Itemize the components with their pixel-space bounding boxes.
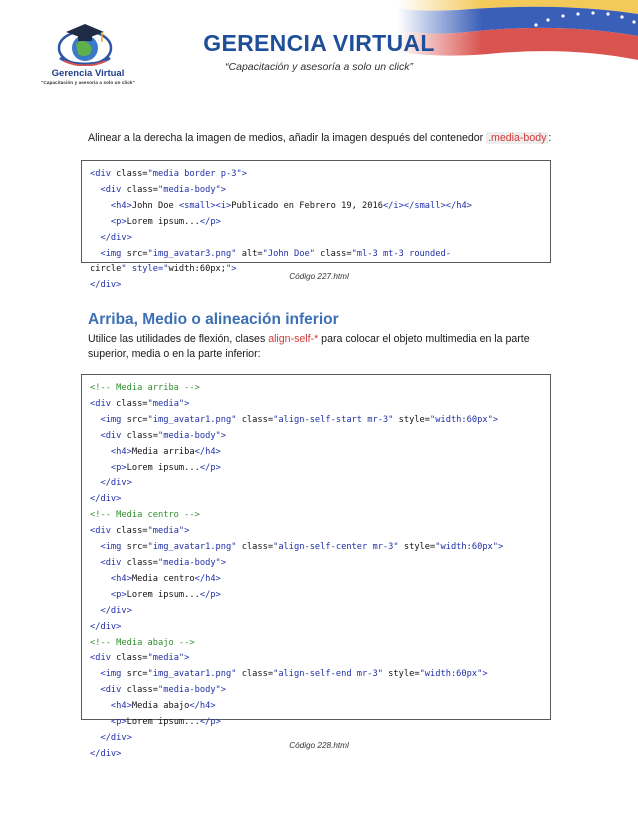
intro-highlight-class: .media-body (488, 132, 547, 144)
code-line: <h4>Media centro</h4> (110, 573, 221, 584)
code-line: <div class="media"> (90, 526, 190, 537)
code-line: <p>Lorem ipsum...</p> (110, 216, 221, 227)
code-line: <div class="media-body"> (100, 557, 227, 568)
section-text-after: para colocar el objeto multimedia en la parte superior, media o en la parte inferior: (88, 333, 530, 360)
code-line: <img src="img_avatar3.png" alt="John Doe" class="ml-3 mt-3 rounded- (100, 248, 451, 259)
code-caption-227: Código 227.html (289, 272, 349, 281)
intro-suffix: : (548, 132, 552, 144)
code-line: </div> (90, 748, 122, 759)
code-line: <div class="media-body"> (100, 184, 227, 195)
code-line: <img src="img_avatar1.png" class="align-self-center mr-3" style="width:60px"> (100, 542, 504, 553)
code-line: <h4>John Doe <small><i>Publicado en Febrero 19, 2016</i></small></h4> (110, 200, 472, 211)
code-line: <!-- Media arriba --> (90, 383, 200, 393)
code-line: <h4>Media abajo</h4> (110, 701, 216, 712)
intro-text: Alinear a la derecha la imagen de medios, añadir la imagen después del contenedor (88, 132, 487, 144)
code-line: <div class="media border p-3"> (90, 169, 247, 179)
code-line: </div> (90, 280, 122, 291)
code-line: <img src="img_avatar1.png" class="align-self-end mr-3" style="width:60px"> (100, 669, 488, 680)
code-line: <div class="media"> (90, 398, 190, 409)
site-tagline: “Capacitación y asesoría a solo un click” (225, 61, 413, 73)
code-line: <!-- Media abajo --> (90, 637, 195, 648)
section-text-before: Utilice las utilidades de flexión, clases (88, 333, 269, 345)
code-line: </div> (100, 232, 132, 243)
section-highlight-class: align-self-* (268, 333, 319, 345)
section-title: Arriba, Medio o alineación inferior (88, 311, 339, 328)
code-caption-228: Código 228.html (289, 741, 349, 750)
code-line: <img src="img_avatar1.png" class="align-self-start mr-3" style="width:60px"> (100, 414, 499, 425)
logo-name: Gerencia Virtual (51, 68, 125, 79)
code-line: <!-- Media centro --> (90, 510, 200, 521)
code-line: </div> (100, 605, 132, 616)
site-title: GERENCIA VIRTUAL (203, 30, 435, 56)
code-line: <p>Lorem ipsum...</p> (110, 589, 221, 600)
logo-tagline: "Capacitación y asesoría a solo un click" (41, 80, 135, 85)
code-line: </div> (90, 621, 122, 632)
code-line: circle" style="width:60px;"> (90, 264, 237, 275)
code-line: <div class="media-body"> (100, 685, 227, 696)
code-line: <p>Lorem ipsum...</p> (110, 462, 221, 473)
intro-paragraph (88, 131, 558, 146)
page-header (0, 0, 638, 100)
code-line: <div class="media-body"> (100, 430, 227, 441)
code-line: </div> (100, 478, 132, 489)
code-line: </div> (90, 494, 122, 505)
section-paragraph (88, 332, 558, 362)
code-line: <div class="media"> (90, 653, 190, 664)
code-line: <h4>Media arriba</h4> (110, 446, 221, 457)
code-line: </div> (100, 732, 132, 743)
code-line: <p>Lorem ipsum...</p> (110, 717, 221, 728)
